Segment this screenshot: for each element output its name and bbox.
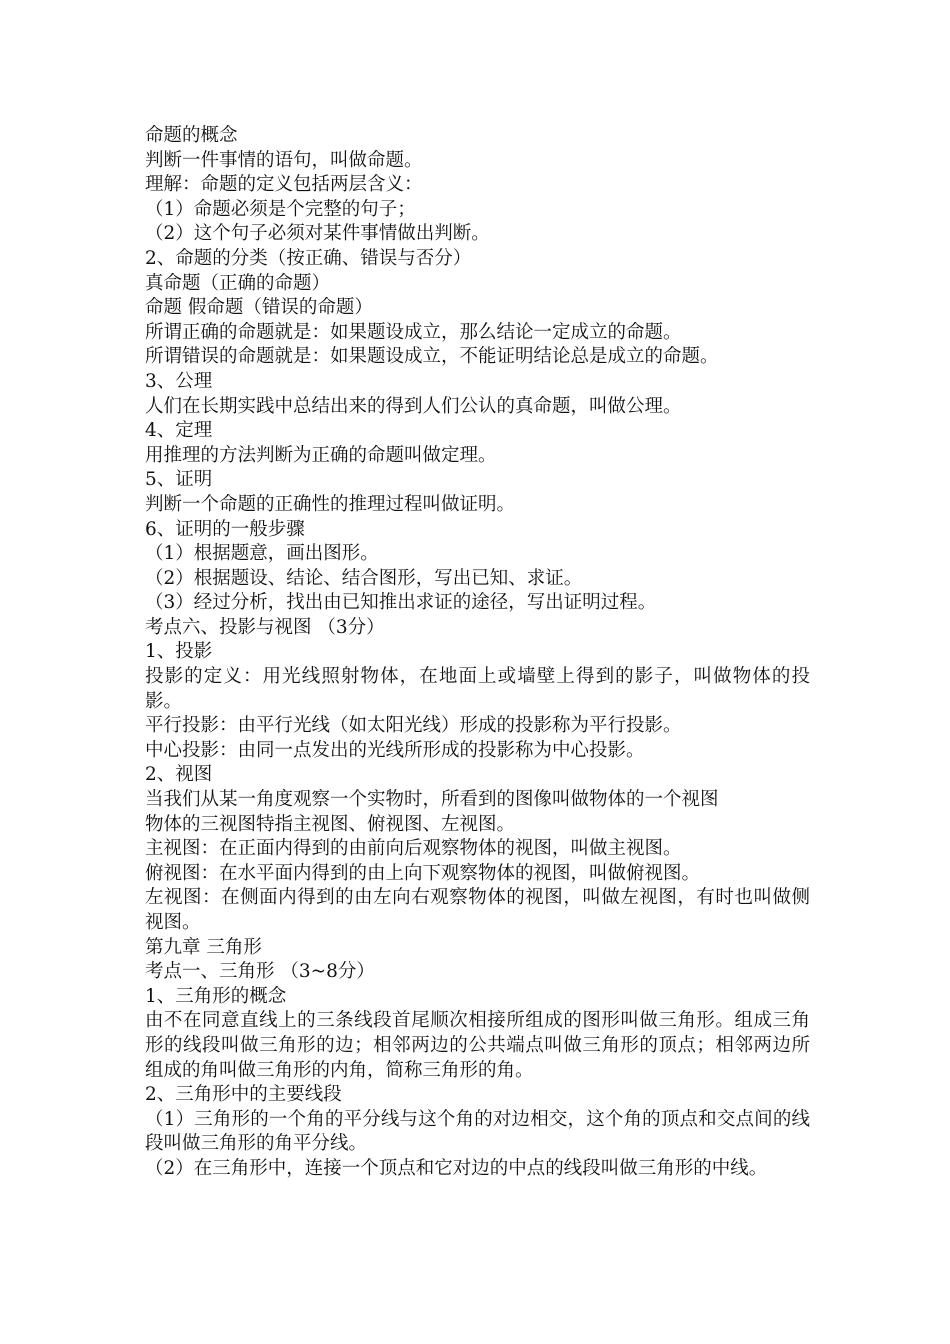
paragraph-median: （2）在三角形中，连接一个顶点和它对边的中点的线段叫做三角形的中线。: [145, 1157, 768, 1179]
text-line: 主视图：在正面内得到的由前向后观察物体的视图，叫做主视图。: [145, 838, 682, 860]
text-line: （1）根据题意，画出图形。: [145, 543, 379, 565]
paragraph-projection-definition: 投影的定义：用光线照射物体，在地面上或墙壁上得到的影子，叫做物体的投影。: [145, 666, 810, 712]
heading-theorem: 4、定理: [145, 420, 213, 442]
text-line: 判断一件事情的语句，叫做命题。: [145, 149, 423, 171]
paragraph-triangle-definition: 由不在同意直线上的三条线段首尾顺次相接所组成的图形叫做三角形。组成三角形的线段叫做三角形的边；相邻两边的公共端点叫做三角形的顶点；相邻两边所组成的角叫做三角形的内角，简称三角形的角。: [145, 1010, 810, 1081]
heading-axiom: 3、公理: [145, 370, 213, 392]
heading-projection-views: 考点六、投影与视图 （3分）: [145, 616, 385, 638]
text-line: （2）这个句子必须对某件事情做出判断。: [145, 223, 490, 245]
text-line: 真命题（正确的命题）: [145, 272, 331, 294]
text-line: 当我们从某一角度观察一个实物时，所看到的图像叫做物体的一个视图: [145, 789, 719, 811]
heading-proof: 5、证明: [145, 469, 213, 491]
heading-triangle-concept: 1、三角形的概念: [145, 985, 287, 1007]
heading-views: 2、视图: [145, 764, 213, 786]
text-line: 平行投影：由平行光线（如太阳光线）形成的投影称为平行投影。: [145, 715, 682, 737]
text-line: （3）经过分析，找出由已知推出求证的途径，写出证明过程。: [145, 592, 657, 614]
text-line: 所谓错误的命题就是：如果题设成立，不能证明结论总是成立的命题。: [145, 346, 719, 368]
text-line: 人们在长期实践中总结出来的得到人们公认的真命题，叫做公理。: [145, 395, 682, 417]
text-line: 判断一个命题的正确性的推理过程叫做证明。: [145, 493, 516, 515]
text-line: 命题 假命题（错误的命题）: [145, 297, 373, 319]
text-line: 俯视图：在水平面内得到的由上向下观察物体的视图，叫做俯视图。: [145, 862, 701, 884]
paragraph-angle-bisector: （1）三角形的一个角的平分线与这个角的对边相交，这个角的顶点和交点间的线段叫做三角形的角平分线。: [145, 1108, 810, 1155]
text-line: 用推理的方法判断为正确的命题叫做定理。: [145, 444, 497, 466]
document-body: [145, 124, 810, 1182]
heading-triangle-segments: 2、三角形中的主要线段: [145, 1084, 342, 1106]
heading-projection: 1、投影: [145, 641, 213, 663]
text-line: （1）命题必须是个完整的句子；: [145, 198, 416, 220]
heading-proof-steps: 6、证明的一般步骤: [145, 518, 305, 540]
text-line: 所谓正确的命题就是：如果题设成立，那么结论一定成立的命题。: [145, 321, 682, 343]
text-line: 中心投影：由同一点发出的光线所形成的投影称为中心投影。: [145, 739, 645, 761]
heading-proposition-concept: 命题的概念: [145, 125, 238, 146]
heading-proposition-classification: 2、命题的分类（按正确、错误与否分）: [145, 247, 472, 269]
text-line: （2）根据题设、结论、结合图形，写出已知、求证。: [145, 567, 583, 589]
paragraph-left-view: 左视图：在侧面内得到的由左向右观察物体的视图，叫做左视图，有时也叫做侧视图。: [145, 887, 810, 933]
heading-triangle-point: 考点一、三角形 （3~8分）: [145, 961, 375, 983]
heading-chapter-nine: 第九章 三角形: [145, 936, 262, 958]
text-line: 物体的三视图特指主视图、俯视图、左视图。: [145, 813, 516, 835]
text-line: 理解：命题的定义包括两层含义：: [145, 174, 423, 196]
